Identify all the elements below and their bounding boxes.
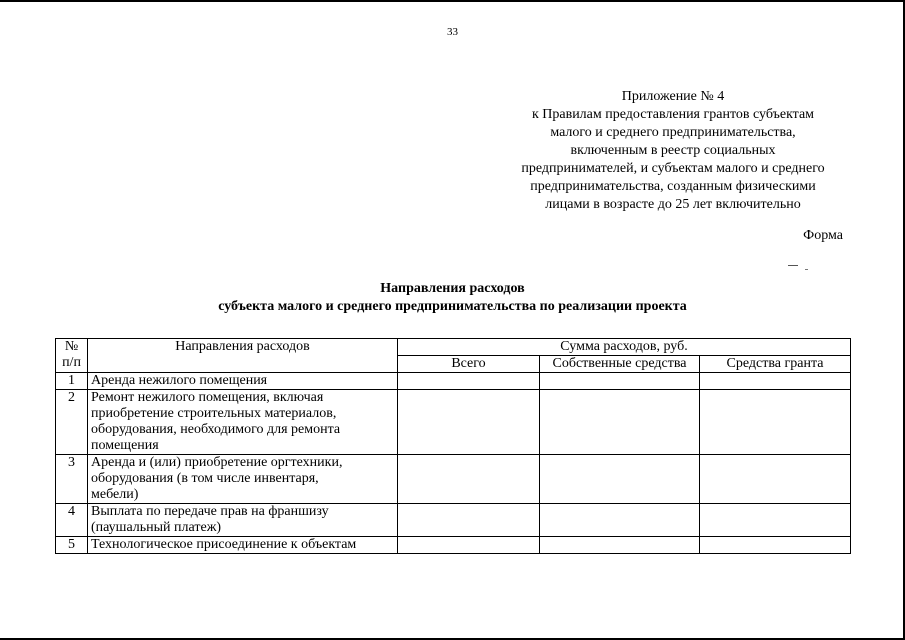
- grant-funds-column-header: Средства гранта: [700, 356, 851, 373]
- row-direction: [88, 504, 398, 537]
- row-direction-line: Ремонт нежилого помещения, включая: [91, 390, 324, 405]
- row-total-cell: [398, 504, 540, 537]
- appendix-line: предпринимательства, созданным физическими: [530, 179, 816, 194]
- row-direction-line: Технологическое присоединение к объектам: [91, 537, 357, 552]
- num-header-abbr: п/п: [62, 355, 81, 370]
- appendix-line: предпринимателей, и субъектам малого и среднего: [521, 161, 825, 176]
- num-header-symbol: №: [64, 339, 79, 354]
- appendix-line: лицами в возрасте до 25 лет включительно: [545, 197, 801, 212]
- row-grant-funds-cell: [700, 504, 851, 537]
- heading-line-1: Направления расходов: [380, 281, 525, 296]
- table-row: [56, 455, 851, 504]
- sum-column-header: Сумма расходов, руб.: [398, 339, 851, 356]
- row-own-funds-cell: [540, 390, 700, 455]
- table-row: [56, 373, 851, 390]
- table-header-row: [56, 339, 851, 356]
- row-total-cell: [398, 455, 540, 504]
- row-direction-line: оборудования (в том числе инвентаря,: [91, 471, 319, 486]
- row-direction-line: Аренда нежилого помещения: [91, 373, 268, 388]
- row-direction-line: приобретение строительных материалов,: [91, 406, 337, 421]
- row-number: 4: [56, 504, 88, 537]
- page-number: 33: [447, 26, 458, 38]
- scan-mark: [788, 265, 798, 266]
- appendix-line: к Правилам предоставления грантов субъектам: [531, 107, 815, 122]
- row-direction-line: (паушальный платеж): [91, 520, 222, 535]
- row-own-funds-cell: [540, 537, 700, 554]
- row-total-cell: [398, 537, 540, 554]
- row-direction: [88, 455, 398, 504]
- appendix-line: Приложение № 4: [621, 89, 725, 104]
- row-grant-funds-cell: [700, 537, 851, 554]
- row-number: 5: [56, 537, 88, 554]
- table-row: [56, 504, 851, 537]
- row-grant-funds-cell: [700, 455, 851, 504]
- row-number: 2: [56, 390, 88, 455]
- row-own-funds-cell: [540, 504, 700, 537]
- row-total-cell: [398, 390, 540, 455]
- appendix-line: включенным в реестр социальных: [570, 143, 776, 158]
- row-direction: [88, 390, 398, 455]
- appendix-line: малого и среднего предпринимательства,: [550, 125, 796, 140]
- row-direction-line: Выплата по передаче прав на франшизу: [91, 504, 329, 519]
- expenses-table: [55, 338, 851, 554]
- row-direction: [88, 373, 398, 390]
- form-label: Форма: [803, 228, 843, 243]
- row-number: 1: [56, 373, 88, 390]
- direction-column-header: Направления расходов: [88, 339, 398, 373]
- table-row: [56, 537, 851, 554]
- page-border-top: [0, 0, 905, 2]
- appendix-block: [498, 88, 848, 214]
- row-grant-funds-cell: [700, 373, 851, 390]
- total-column-header: Всего: [398, 356, 540, 373]
- row-direction-line: Аренда и (или) приобретение оргтехники,: [91, 455, 343, 470]
- num-column-header: [56, 339, 88, 373]
- row-direction-line: мебели): [91, 487, 139, 502]
- scan-mark: [805, 269, 808, 270]
- row-direction-line: помещения: [91, 438, 159, 453]
- row-total-cell: [398, 373, 540, 390]
- own-funds-column-header: Собственные средства: [540, 356, 700, 373]
- row-own-funds-cell: [540, 455, 700, 504]
- heading-line-2: субъекта малого и среднего предпринимательства по реализации проекта: [218, 299, 687, 314]
- row-own-funds-cell: [540, 373, 700, 390]
- document-heading: [0, 280, 905, 316]
- row-number: 3: [56, 455, 88, 504]
- row-grant-funds-cell: [700, 390, 851, 455]
- row-direction-line: оборудования, необходимого для ремонта: [91, 422, 341, 437]
- table-row: [56, 390, 851, 455]
- row-direction: [88, 537, 398, 554]
